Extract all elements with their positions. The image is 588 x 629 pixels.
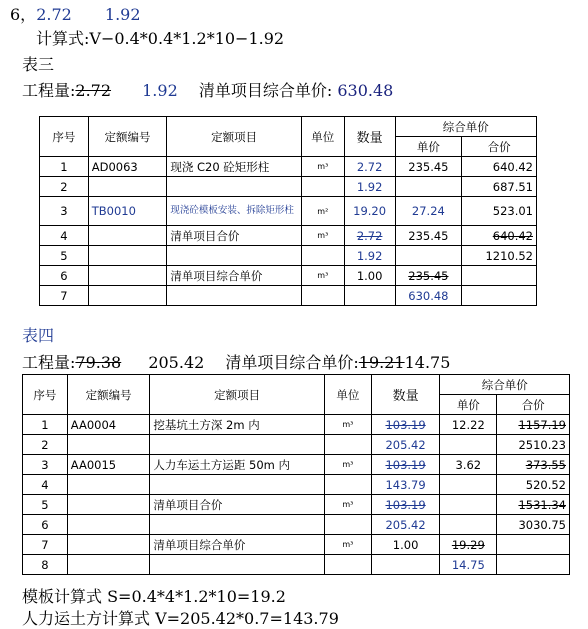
table-row: 4 143.79 520.52 [23, 475, 570, 495]
qty-struck: 2.72 [75, 81, 112, 100]
table-row: 6 清单项目综合单价 m³ 1.00 235.45 [40, 266, 537, 286]
header-value-1: 2.72 [36, 5, 72, 24]
th-no: 序号 [40, 117, 89, 157]
unit-price-label: 清单项目综合单价: [198, 81, 333, 100]
th-price: 单价 [395, 137, 462, 157]
table-row: 8 14.75 [23, 555, 570, 575]
unit-price: 14.75 [404, 353, 451, 372]
table4-title: 表四 [22, 326, 55, 345]
table-row: 5 清单项目合价 m³ 103.19 1531.34 [23, 495, 570, 515]
table-row: 6 205.42 3030.75 [23, 515, 570, 535]
th-unit: 单位 [324, 375, 371, 415]
th-unit: 单位 [301, 117, 344, 157]
table4-summary [22, 350, 450, 373]
th-code: 定额编号 [88, 117, 167, 157]
th-item: 定额项目 [150, 375, 325, 415]
th-no: 序号 [23, 375, 68, 415]
table-row: 7 630.48 [40, 286, 537, 306]
table-row: 1 AA0004 挖基坑土方深 2m 内 m³ 103.19 12.22 1157.19 [23, 415, 570, 435]
table-row: 5 1.92 1210.52 [40, 246, 537, 266]
table3-title: 表三 [22, 55, 55, 74]
table4 [22, 374, 570, 575]
formula-earthwork: 人力运土方计算式 V=205.42*0.7=143.79 [22, 609, 339, 628]
unit-price: 630.48 [337, 81, 394, 100]
formula-formwork: 模板计算式 S=0.4*4*1.2*10=19.2 [22, 587, 286, 606]
qty-label: 工程量: [22, 81, 76, 100]
qty-struck: 79.38 [75, 353, 122, 372]
item-number: 6， [10, 5, 37, 24]
item-heading [10, 2, 141, 25]
th-price: 单价 [440, 395, 497, 415]
header-value-2: 1.92 [104, 5, 141, 24]
table3-summary [22, 78, 393, 101]
table-row: 1 AD0063 现浇 C20 砼矩形柱 m³ 2.72 235.45 640.42 [40, 157, 537, 177]
unit-price-label: 清单项目综合单价: [225, 353, 359, 372]
th-code: 定额编号 [67, 375, 150, 415]
qty-new: 1.92 [142, 81, 178, 100]
table-row: 2 1.92 687.51 [40, 177, 537, 197]
th-composite: 综合单价 [395, 117, 536, 137]
table-row: 3 TB0010 现浇砼模板安装、拆除矩形柱 m² 19.20 27.24 523.01 [40, 197, 537, 226]
unit-price-struck: 19.21 [358, 353, 405, 372]
qty-label: 工程量: [22, 353, 76, 372]
th-qty: 数量 [371, 375, 440, 415]
table-row: 3 AA0015 人力车运土方运距 50m 内 m³ 103.19 3.62 373.55 [23, 455, 570, 475]
th-total: 合价 [497, 395, 570, 415]
qty-new: 205.42 [148, 353, 205, 372]
th-total: 合价 [462, 137, 537, 157]
header-formula: 计算式:V−0.4*0.4*1.2*10−1.92 [36, 29, 285, 48]
table-row: 4 清单项目合价 m³ 2.72 235.45 640.42 [40, 226, 537, 246]
th-composite: 综合单价 [440, 375, 570, 395]
table3 [39, 116, 537, 306]
table-row: 7 清单项目综合单价 m³ 1.00 19.29 [23, 535, 570, 555]
th-qty: 数量 [344, 117, 395, 157]
th-item: 定额项目 [167, 117, 302, 157]
table-row: 2 205.42 2510.23 [23, 435, 570, 455]
